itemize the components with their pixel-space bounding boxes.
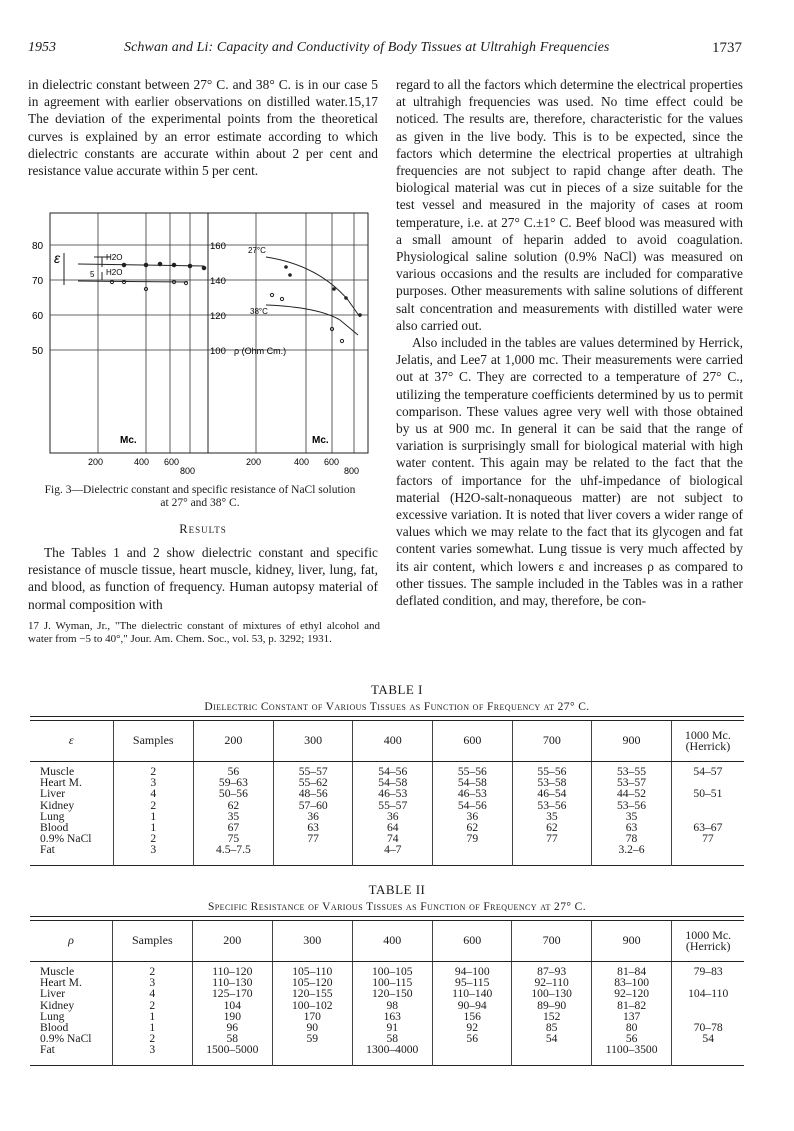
table2-cell: 85 (545, 1021, 558, 1035)
table2-cell: 4 (149, 987, 156, 1001)
results-heading: Results (179, 522, 227, 536)
table1-cell: 54–56 (457, 798, 487, 812)
table2-cell: 91 (386, 1021, 399, 1035)
table1-cell: Blood (40, 821, 69, 835)
table2-cell: 56 (625, 1032, 638, 1046)
table2-cell: 96 (226, 1021, 239, 1035)
table2-header-cell: 200 (192, 921, 273, 962)
table1-cell: 2 (150, 765, 157, 778)
header-page-number: 1737 (712, 40, 742, 56)
table1-cell (275, 844, 352, 855)
table2-subtitle: Specific Resistance of Various Tissues as Function of Frequency at 27° C. (208, 901, 586, 913)
table1-cell: Muscle (40, 765, 75, 778)
table1-cell: 56 (227, 765, 240, 778)
table1-cell: 55–56 (457, 765, 487, 778)
table1-cell: Fat (40, 843, 55, 857)
table1-cell: 63 (307, 821, 319, 835)
table2-column-samples (113, 962, 192, 1066)
table1-cell: Kidney (40, 798, 75, 812)
table1-cell: 53–55 (617, 765, 646, 778)
table2-header-cell: 300 (273, 921, 352, 962)
table2-cell: 56 (466, 1032, 479, 1046)
table2-cell: 83–100 (614, 976, 650, 990)
table1-cell: 64 (386, 821, 399, 835)
table1-cell: 46–53 (378, 787, 408, 801)
table2-column-f700 (512, 962, 591, 1066)
table1-cell: 55–57 (298, 765, 328, 778)
table1-header-cell: 400 (353, 721, 433, 762)
table1-cell: 48–56 (298, 787, 328, 801)
table1-cell: 54–58 (378, 776, 408, 790)
table2-cell: 1100–3500 (605, 1043, 658, 1057)
table2-cell: 1 (149, 1009, 156, 1023)
right-paragraph-1: regard to all the factors which determine the electrical properties at ultrahigh frequencies was used. No time effect could be noticed. The results are, therefore, characteristic for the values as given in the live body. This is to be expected, since the factors which determine the electrical properties at ultrahigh frequencies are not subject to rapid change after death. The biological material was cut in pieces of a size suitable for the test vessel and measured in the majority of cases at room temperature, i.e. at 27° C.±1° C. Beef blood was measured with a small amount of heparin added to avoid coagulation. Physiological saline solution (0.9% NaCl) was measured on various occasions and the results are included for comparative purposes. Other measurements with saline solutions of different salt concentration and measurements with distilled water were also carried out. (396, 77, 743, 333)
header-year: 1953 (28, 40, 56, 55)
y-tick-left: 50 (32, 346, 44, 357)
table2-cell: 81–82 (617, 998, 647, 1012)
table2-header-cell: 600 (433, 921, 512, 962)
table1-cell: Liver (40, 787, 66, 801)
right-panel-frame (208, 213, 368, 453)
table1-cell: 53–57 (617, 776, 646, 790)
table1-cell: 55–56 (537, 765, 567, 778)
x-tick-right: 600 (324, 457, 340, 467)
table1-column-herrick (671, 762, 744, 866)
table2-cell: 110–130 (212, 976, 253, 990)
table1-cell (434, 844, 511, 855)
y-tick-right: 100 (210, 346, 226, 357)
table1-cell: 53–58 (537, 776, 567, 790)
table1-cell: 79 (466, 832, 479, 846)
table2-cell: Liver (40, 987, 66, 1001)
table2-cell: 120–150 (371, 987, 413, 1001)
table2-cell: 92–120 (614, 987, 650, 1001)
table2-header-cell: Samples (113, 921, 192, 962)
table1-column-f900 (592, 762, 672, 866)
x-tick-left: 200 (88, 457, 104, 467)
right-paragraph-2: Also included in the tables are values determined by Herrick, Jelatis, and Lee7 at 1,000 mc. Their measurements were carried out at 37° C. They are corrected to a temperature of 27° C., utilizing the temperature coefficients determined by us to permit comparison. These values agree very well with those obtained by us at 900 mc. In general it can be said that the range of variation is surprisingly small for biological material with high water content. This again may be related to the fact that the factors of importance for the uhf-impedance of biological material (H2O-salt-nonaqueous matter) are not subject to excessive variation. It is noted that liver covers a wider range of values which we may relate to the fact that its glycogen and fat content varies somewhat. Lung tissue is very much affected by its air content, which lowers ε and increases ρ as compared to other tissues. The sample included in the Tables was in a rather deflated condition, and may, therefore, be con- (396, 335, 743, 609)
table1-cell: 62 (227, 798, 240, 812)
table1-cell: 3 (150, 843, 157, 857)
table2-body-row (30, 962, 744, 1066)
table1-cell: 36 (386, 809, 399, 823)
table1-header-cell: 1000 Mc. (Herrick) (671, 721, 744, 762)
table2-cell: 156 (463, 1009, 481, 1023)
table2-header-cell: 1000 Mc. (Herrick) (672, 921, 744, 962)
x-tick-right: 800 (344, 466, 360, 476)
y-tick-left: 80 (32, 241, 44, 252)
table1-cell: 77 (702, 832, 714, 846)
table2-column-herrick (672, 962, 744, 1066)
table1-header-cell: ε (30, 721, 113, 762)
table2-header-cell: 900 (591, 921, 671, 962)
table1-cell: 46–54 (537, 787, 567, 801)
table1-cell: 54–57 (693, 765, 723, 778)
table2-cell: 2 (149, 998, 156, 1012)
x-tick-right: 400 (294, 457, 310, 467)
table2-column-f300 (273, 962, 352, 1066)
table1-cell: 1 (150, 821, 157, 835)
table2-cell: 90 (306, 1021, 319, 1035)
table1-cell: 77 (307, 832, 319, 846)
table1-column-f600 (433, 762, 513, 866)
table2-cell: 100–102 (291, 998, 333, 1012)
table2-header-cell: 400 (352, 921, 433, 962)
left-panel-grid (50, 213, 208, 453)
table2-cell: 1500–5000 (206, 1043, 259, 1057)
table2-cell: 170 (303, 1009, 321, 1023)
table2-cell: 100–130 (531, 987, 572, 1001)
table2-column-f200 (192, 962, 273, 1066)
running-header (0, 40, 794, 64)
table2-cell: Lung (40, 1009, 65, 1023)
table2-cell: 81–84 (617, 965, 647, 978)
table1-cell: 50–51 (693, 787, 723, 801)
table1-cell: 62 (546, 821, 558, 835)
table1 (30, 720, 744, 866)
footnote: 17 J. Wyman, Jr., "The dielectric constant of mixtures of ethyl alcohol and water from −5 to 40°," Jour. Am. Chem. Soc., vol. 53, p. 3292; 1931. (28, 620, 380, 645)
table1-cell: Heart M. (40, 776, 82, 790)
table1-column-tissues (30, 762, 113, 866)
table2-cell: Kidney (40, 998, 75, 1012)
table1-header-cell: 300 (273, 721, 353, 762)
table2-cell: 79–83 (693, 965, 723, 978)
table1-column-f300 (273, 762, 353, 866)
results-text: The Tables 1 and 2 show dielectric constant and specific resistance of muscle tissue, heart muscle, kidney, liver, lung, fat, and blood, as function of frequency. Human autopsy material of normal composition with (28, 545, 378, 612)
table2-title: TABLE II (368, 882, 426, 897)
table1-column-f400 (353, 762, 433, 866)
table1-cell: 3.2–6 (618, 843, 645, 857)
table2-cell: 1300–4000 (366, 1043, 419, 1057)
x-tick-left: 600 (164, 457, 180, 467)
table1-cell: 55–57 (378, 798, 408, 812)
table2-cell: 120–155 (291, 987, 333, 1001)
figure-3 (28, 205, 380, 477)
left-panel-series (64, 253, 206, 291)
table2-column-f900 (591, 962, 671, 1066)
x-tick-left: 400 (134, 457, 150, 467)
y-tick-right: 120 (210, 311, 226, 322)
table1-cell: 63 (625, 821, 638, 835)
y-tick-right: 160 (210, 241, 226, 252)
table2-cell: 3 (149, 976, 156, 990)
label-rho: ρ (Ohm Cm.) (234, 346, 287, 356)
table1-column-f700 (512, 762, 592, 866)
figure-caption: Fig. 3—Dielectric constant and specific resistance of NaCl solution at 27° and 38° C. (44, 484, 356, 509)
table2-cell: 125–170 (212, 987, 253, 1001)
table2-cell: 2 (149, 965, 156, 978)
table2-cell: Heart M. (40, 976, 82, 990)
label-5: 5 (90, 270, 95, 279)
table2-column-f600 (433, 962, 512, 1066)
table1-cell: 4.5–7.5 (216, 843, 251, 857)
table2-cell: 92 (466, 1021, 479, 1035)
table1-rule (30, 716, 744, 717)
table2-cell: 95–115 (455, 976, 490, 990)
table1-cell: 78 (625, 832, 638, 846)
table2 (30, 920, 744, 1066)
table2-cell: 54 (702, 1032, 714, 1046)
table1-cell: 36 (466, 809, 479, 823)
table1-cell: 67 (227, 821, 240, 835)
table2-cell: 105–110 (292, 965, 333, 978)
table2-cell: 87–93 (537, 965, 567, 978)
y-tick-left: 60 (32, 311, 44, 322)
table1-cell: 35 (546, 809, 558, 823)
table1-header-cell: Samples (113, 721, 193, 762)
table2-cell: 104–110 (688, 987, 729, 1001)
table2-cell: 80 (625, 1021, 638, 1035)
x-tick-right: 200 (246, 457, 262, 467)
table1-cell: 55–62 (298, 776, 328, 790)
table2-cell: 2 (149, 1032, 156, 1046)
table2-cell: 190 (223, 1009, 241, 1023)
table2-cell: 104 (223, 998, 241, 1012)
results-paragraph (28, 544, 378, 613)
table2-cell (274, 1044, 350, 1055)
table1-cell: 0.9% NaCl (40, 832, 92, 846)
table1-cell: 53–56 (617, 798, 646, 812)
table2-cell: 163 (383, 1009, 401, 1023)
left-column-paragraph (28, 76, 378, 179)
table1-cell: 62 (466, 821, 479, 835)
label-h2o-lower: H2O (106, 268, 123, 277)
table1-cell: 35 (625, 809, 638, 823)
table2-cell: 100–105 (371, 965, 413, 978)
table1-header-cell: 900 (592, 721, 672, 762)
table2-cell (673, 1044, 743, 1055)
table1-cell: 75 (227, 832, 240, 846)
table2-cell: 110–140 (452, 987, 493, 1001)
table1-cell: 3 (150, 776, 157, 790)
table1-cell: 46–53 (457, 787, 487, 801)
table2-cell: Fat (40, 1043, 55, 1057)
table1-cell: 4 (150, 787, 157, 801)
header-running-title: Schwan and Li: Capacity and Conductivity of Body Tissues at Ultrahigh Frequencies (124, 40, 610, 55)
table1-cell (514, 844, 591, 855)
table1-subtitle: Dielectric Constant of Various Tissues as Function of Frequency at 27° C. (204, 701, 590, 713)
table2-cell (513, 1044, 589, 1055)
table2-cell: 90–94 (457, 998, 487, 1012)
table1-cell: 44–52 (617, 787, 646, 801)
table2-cell: 70–78 (693, 1021, 723, 1035)
table2-cell: 1 (149, 1021, 156, 1035)
left-panel-frame (50, 213, 208, 453)
table1-cell: 36 (307, 809, 319, 823)
table2-cell: 105–120 (291, 976, 333, 990)
table2-cell: 89–90 (537, 998, 567, 1012)
table1-caption (0, 682, 794, 713)
table2-cell: 0.9% NaCl (40, 1032, 92, 1046)
label-h2o-upper: H2O (106, 253, 123, 262)
right-panel-curves (266, 257, 360, 335)
table2-cell: 100–115 (372, 976, 413, 990)
label-27c: 27°C (248, 246, 266, 255)
right-panel-points (270, 265, 361, 342)
table2-cell: Muscle (40, 965, 75, 978)
table2-cell: 54 (545, 1032, 558, 1046)
table2-cell: 152 (542, 1009, 561, 1023)
table1-header-cell: 200 (193, 721, 273, 762)
left-paragraph-1: in dielectric constant between 27° C. and 38° C. is in our case 5 in agreement with earlier observations on distilled water.15,17 The deviation of the experimental points from the theoretical curves is explained by an error estimate according to which dielectric constants are accurate within about 2 per cent and resistance value accurate within 5 per cent. (28, 77, 378, 179)
table1-cell: 35 (227, 809, 240, 823)
table2-cell: Blood (40, 1021, 69, 1035)
table1-cell: 54–56 (378, 765, 408, 778)
right-column (396, 76, 743, 609)
table2-cell: 3 (149, 1043, 156, 1057)
table1-cell: 4–7 (384, 843, 402, 857)
y-tick-left: 70 (32, 276, 44, 287)
table2-rule (30, 916, 744, 917)
table2-cell: 98 (386, 998, 399, 1012)
table2-header-cell: ρ (30, 921, 113, 962)
table1-column-samples (113, 762, 193, 866)
table1-cell: 1 (150, 809, 157, 823)
table1-cell (673, 844, 743, 855)
table1-body-row (30, 762, 744, 866)
table1-cell: 2 (150, 798, 157, 812)
table1-header-cell: 600 (433, 721, 513, 762)
right-unit-mc: Mc. (312, 435, 329, 446)
table1-cell: 54–58 (457, 776, 487, 790)
table1-cell: 74 (386, 832, 399, 846)
table2-header-cell: 700 (512, 921, 591, 962)
x-tick-left: 800 (180, 466, 196, 476)
table2-cell (434, 1044, 510, 1055)
table1-title: TABLE I (371, 682, 423, 697)
table1-cell: Lung (40, 809, 65, 823)
table1-header-cell: 700 (512, 721, 592, 762)
table1-cell: 59–63 (218, 776, 248, 790)
table2-cell: 137 (622, 1009, 641, 1023)
table1-cell: 63–67 (693, 821, 723, 835)
table1-cell: 2 (150, 832, 157, 846)
table2-cell: 110–120 (212, 965, 253, 978)
label-38c: 38°C (250, 307, 268, 316)
table2-cell: 92–110 (534, 976, 569, 990)
table1-column-f200 (193, 762, 273, 866)
table2-column-f400 (352, 962, 433, 1066)
right-panel-grid (208, 213, 368, 453)
table1-cell: 57–60 (298, 798, 328, 812)
table2-caption (0, 882, 794, 913)
table2-cell: 94–100 (454, 965, 490, 978)
table2-column-tissues (30, 962, 113, 1066)
left-unit-mc: Mc. (120, 435, 137, 446)
table2-cell: 58 (226, 1032, 239, 1046)
epsilon-symbol: ε (54, 250, 61, 266)
table2-cell: 58 (386, 1032, 399, 1046)
table1-cell: 77 (546, 832, 558, 846)
table1-cell: 53–56 (537, 798, 567, 812)
y-tick-right: 140 (210, 276, 226, 287)
table1-cell: 50–56 (218, 787, 248, 801)
table2-cell: 59 (306, 1032, 319, 1046)
